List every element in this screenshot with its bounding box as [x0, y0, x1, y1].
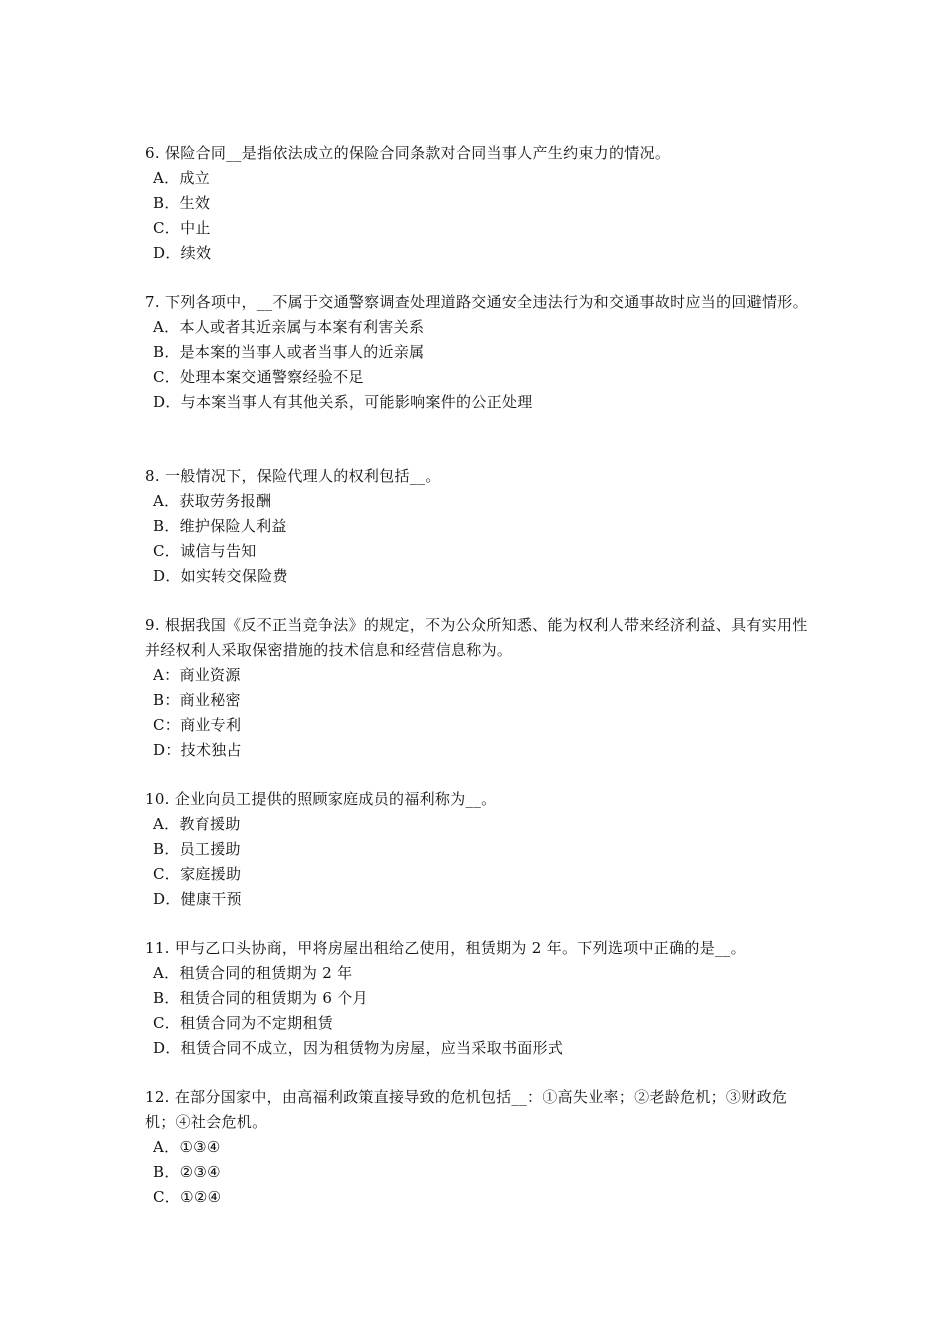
option-label: A． [153, 492, 180, 510]
option-label: C： [153, 716, 181, 734]
option-text: 获取劳务报酬 [179, 492, 272, 510]
option-text: 家庭援助 [180, 865, 242, 883]
option-label: D． [153, 1039, 181, 1057]
option-text: ①②④ [180, 1188, 222, 1206]
option-b [153, 837, 815, 862]
option-list [145, 315, 815, 415]
option-label: A． [153, 169, 180, 187]
option-c [153, 1185, 815, 1210]
option-list [145, 489, 815, 589]
option-a [153, 812, 815, 837]
option-label: C． [153, 368, 181, 386]
option-label: C． [153, 1014, 181, 1032]
option-b [153, 191, 815, 216]
option-c [153, 713, 815, 738]
option-text: 商业秘密 [179, 691, 241, 709]
option-text: 教育援助 [179, 815, 241, 833]
option-text: 处理本案交通警察经验不足 [180, 368, 364, 386]
option-text: 是本案的当事人或者当事人的近亲属 [179, 343, 425, 361]
option-text: ①③④ [179, 1138, 221, 1156]
option-text: 租赁合同为不定期租赁 [180, 1014, 334, 1032]
option-label: B： [153, 691, 180, 709]
question-11 [145, 936, 815, 1061]
option-a [153, 166, 815, 191]
option-text: 中止 [180, 219, 211, 237]
option-a [153, 663, 815, 688]
option-c [153, 365, 815, 390]
question-9 [145, 613, 815, 763]
option-list [145, 812, 815, 912]
option-b [153, 688, 815, 713]
option-label: B． [153, 343, 180, 361]
option-text: 成立 [179, 169, 211, 187]
question-text: 9. 根据我国《反不正当竞争法》的规定，不为公众所知悉、能为权利人带来经济利益、具有实用性并经权利人采取保密措施的技术信息和经营信息称为。 [145, 616, 808, 659]
question-12 [145, 1085, 815, 1210]
option-label: B． [153, 517, 180, 535]
option-label: A． [153, 964, 180, 982]
option-label: D． [153, 393, 181, 411]
option-text: 租赁合同的租赁期为 2 年 [179, 964, 353, 982]
question-text: 10. 企业向员工提供的照顾家庭成员的福利称为__。 [145, 790, 497, 808]
option-label: B． [153, 840, 180, 858]
question-6 [145, 141, 815, 266]
option-b [153, 986, 815, 1011]
option-label: D． [153, 567, 181, 585]
question-text: 7. 下列各项中，__不属于交通警察调查处理道路交通安全违法行为和交通事故时应当的回避情形。 [145, 293, 808, 311]
option-label: A： [153, 666, 180, 684]
option-text: 商业专利 [180, 716, 242, 734]
option-text: 如实转交保险费 [180, 567, 288, 585]
option-list [145, 663, 815, 763]
option-a [153, 961, 815, 986]
option-text: 技术独占 [180, 741, 242, 759]
option-text: 续效 [180, 244, 212, 262]
option-d [153, 1036, 815, 1061]
option-text: 维护保险人利益 [179, 517, 287, 535]
option-d [153, 738, 815, 763]
option-label: D． [153, 244, 181, 262]
question-10 [145, 787, 815, 912]
option-a [153, 1135, 815, 1160]
option-d [153, 887, 815, 912]
option-b [153, 340, 815, 365]
option-label: C． [153, 219, 181, 237]
option-text: 员工援助 [179, 840, 241, 858]
option-label: D． [153, 890, 181, 908]
option-text: ②③④ [179, 1163, 221, 1181]
option-label: B． [153, 1163, 180, 1181]
question-text: 8. 一般情况下，保险代理人的权利包括__。 [145, 467, 441, 485]
option-label: A． [153, 318, 180, 336]
option-text: 生效 [179, 194, 211, 212]
option-c [153, 216, 815, 241]
option-text: 诚信与告知 [180, 542, 257, 560]
option-text: 与本案当事人有其他关系，可能影响案件的公正处理 [180, 393, 533, 411]
option-list [145, 166, 815, 266]
option-text: 健康干预 [180, 890, 242, 908]
option-b [153, 1160, 815, 1185]
option-label: C． [153, 542, 181, 560]
option-label: A． [153, 1138, 180, 1156]
option-list [145, 961, 815, 1061]
option-text: 租赁合同不成立，因为租赁物为房屋，应当采取书面形式 [180, 1039, 564, 1057]
question-text: 6. 保险合同__是指依法成立的保险合同条款对合同当事人产生约束力的情况。 [145, 144, 671, 162]
question-7 [145, 290, 815, 415]
question-text: 11. 甲与乙口头协商，甲将房屋出租给乙使用，租赁期为 2 年。下列选项中正确的是__。 [145, 939, 746, 957]
question-text: 12. 在部分国家中，由高福利政策直接导致的危机包括__：①高失业率；②老龄危机；③财政危机；④社会危机。 [145, 1088, 788, 1131]
question-8 [145, 464, 815, 589]
option-text: 租赁合同的租赁期为 6 个月 [179, 989, 368, 1007]
option-d [153, 241, 815, 266]
option-c [153, 1011, 815, 1036]
option-a [153, 315, 815, 340]
option-label: A． [153, 815, 180, 833]
option-text: 商业资源 [179, 666, 241, 684]
option-d [153, 564, 815, 589]
option-c [153, 539, 815, 564]
option-a [153, 489, 815, 514]
option-list [145, 1135, 815, 1210]
option-c [153, 862, 815, 887]
option-label: B． [153, 194, 180, 212]
option-label: C． [153, 865, 181, 883]
option-b [153, 514, 815, 539]
option-label: D： [153, 741, 181, 759]
option-text: 本人或者其近亲属与本案有利害关系 [179, 318, 425, 336]
option-d [153, 390, 815, 415]
option-label: C． [153, 1188, 181, 1206]
option-label: B． [153, 989, 180, 1007]
